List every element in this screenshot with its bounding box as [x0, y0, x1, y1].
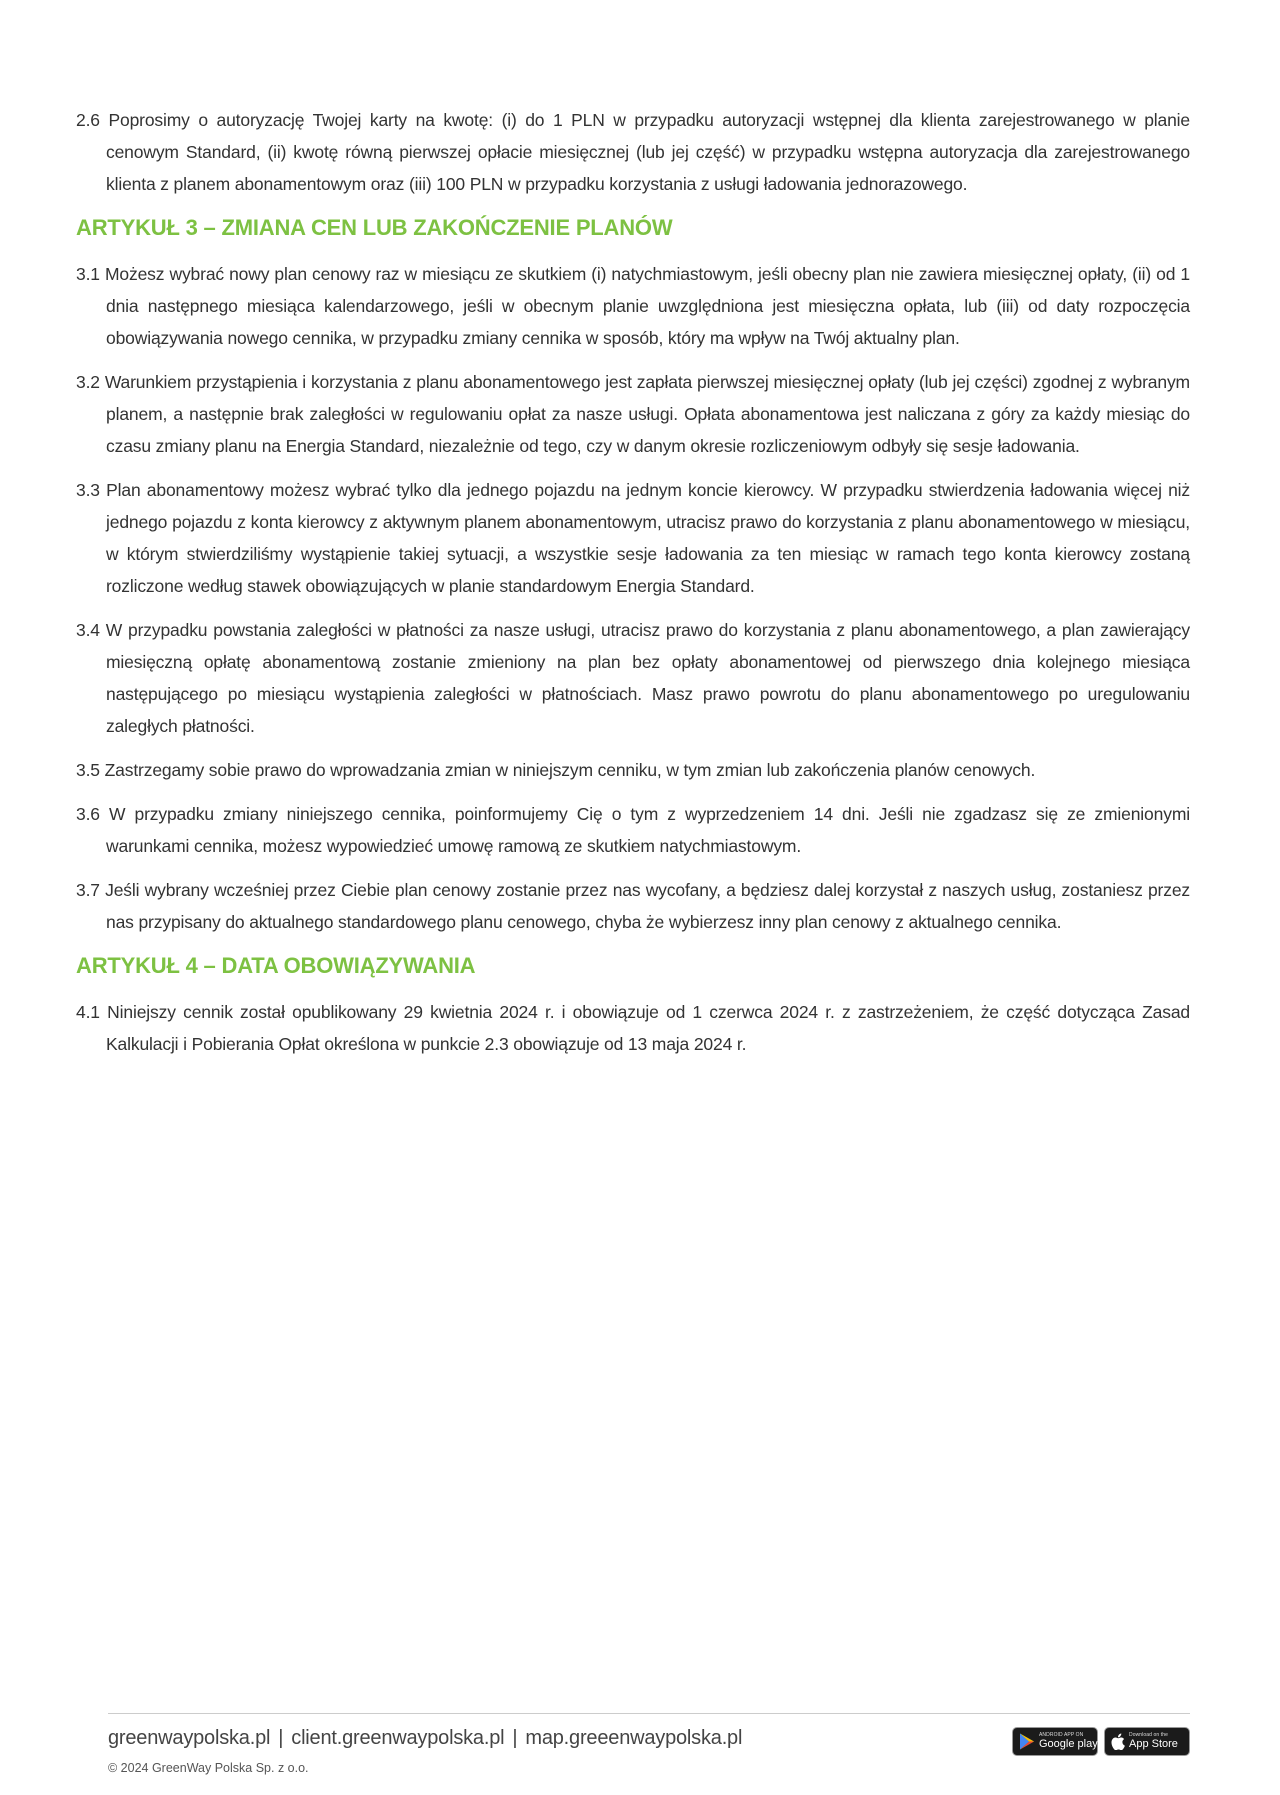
app-store-badge[interactable]: [1104, 1727, 1190, 1756]
footer-link-map[interactable]: map.greeenwaypolska.pl: [525, 1727, 743, 1749]
copyright-text: © 2024 GreenWay Polska Sp. z o.o.: [108, 1761, 309, 1775]
footer-link-greenwaypolska[interactable]: greenwaypolska.pl: [108, 1727, 271, 1749]
paragraph-3-5: [76, 754, 1190, 786]
app-badges: [1012, 1727, 1190, 1756]
paragraph-text: Niniejszy cennik został opublikowany 29 kwietnia 2024 r. i obowiązuje od 1 czerwca 2024 r. z zastrzeżeniem, że część dotycząca Zasad Kalkulacji i Pobierania Opłat określona w punkcie 2.3 obowiązuje od 13 maja 2024 r.: [106, 1002, 1190, 1054]
article-4-heading: ARTYKUŁ 4 – DATA OBOWIĄZYWANIA: [76, 953, 476, 978]
footer-separator: |: [512, 1727, 518, 1749]
paragraph-4-1: [76, 996, 1190, 1060]
paragraph-3-2: [76, 366, 1190, 462]
paragraph-text: Zastrzegamy sobie prawo do wprowadzania zmian w niniejszym cenniku, w tym zmian lub zakończenia planów cenowych.: [104, 760, 1036, 780]
paragraph-number: 4.1: [76, 1002, 100, 1022]
paragraph-number: 3.7: [76, 880, 100, 900]
footer-link-client[interactable]: client.greenwaypolska.pl: [291, 1727, 505, 1749]
paragraph-number: 3.4: [76, 620, 100, 640]
paragraph-3-6: [76, 798, 1190, 862]
footer-separator: |: [278, 1727, 284, 1749]
paragraph-number: 2.6: [76, 110, 100, 130]
article-3-heading: ARTYKUŁ 3 – ZMIANA CEN LUB ZAKOŃCZENIE PLANÓW: [76, 215, 673, 240]
google-play-badge[interactable]: [1012, 1727, 1098, 1756]
app-store-small-text: Download on the: [1129, 1732, 1169, 1738]
footer-links: [108, 1727, 742, 1750]
footer-divider: [108, 1713, 1190, 1714]
paragraph-3-3: [76, 474, 1190, 602]
paragraph-text: Możesz wybrać nowy plan cenowy raz w miesiącu ze skutkiem (i) natychmiastowym, jeśli obecny plan nie zawiera miesięcznej opłaty, (ii) od 1 dnia następnego miesiąca kalendarzowego, jeśli w obecnym planie uwzględniona jest miesięczna opłata, lub (iii) od daty rozpoczęcia obowiązywania nowego cennika, w przypadku zmiany cennika w sposób, który ma wpływ na Twój aktualny plan.: [104, 264, 1190, 348]
paragraph-text: Warunkiem przystąpienia i korzystania z planu abonamentowego jest zapłata pierwszej miesięcznej opłaty (lub jej części) zgodnej z wybranym planem, a następnie brak zaległości w regulowaniu opłat za nasze usługi. Opłata abonamentowa jest naliczana z góry za każdy miesiąc do czasu zmiany planu na Energia Standard, niezależnie od tego, czy w danym okresie rozliczeniowym odbyły się sesje ładowania.: [104, 372, 1190, 456]
paragraph-text: Poprosimy o autoryzację Twojej karty na kwotę: (i) do 1 PLN w przypadku autoryzacji wstępnej dla klienta zarejestrowanego w planie cenowym Standard, (ii) kwotę równą pierwszej opłacie miesięcznej (lub jej część) w przypadku wstępna autoryzacja dla zarejestrowanego klienta z planem abonamentowym oraz (iii) 100 PLN w przypadku korzystania z usługi ładowania jednorazowego.: [106, 110, 1190, 194]
paragraph-text: W przypadku zmiany niniejszego cennika, poinformujemy Cię o tym z wyprzedzeniem 14 dni. Jeśli nie zgadzasz się ze zmienionymi warunkami cennika, możesz wypowiedzieć umowę ramową ze skutkiem natychmiastowym.: [106, 804, 1190, 856]
paragraph-number: 3.5: [76, 760, 100, 780]
paragraph-3-7: [76, 874, 1190, 938]
paragraph-3-4: [76, 614, 1190, 742]
paragraph-number: 3.3: [76, 480, 100, 500]
paragraph-number: 3.6: [76, 804, 100, 824]
paragraph-number: 3.1: [76, 264, 100, 284]
page-footer: [108, 1713, 1190, 1775]
paragraph-number: 3.2: [76, 372, 100, 392]
document-body: [76, 104, 1190, 1072]
play-icon: [1019, 1733, 1035, 1750]
google-play-label: Google play: [1039, 1738, 1098, 1750]
paragraph-2-6: [76, 104, 1190, 200]
apple-icon: [1111, 1733, 1125, 1750]
app-store-label: App Store: [1129, 1738, 1178, 1750]
paragraph-text: W przypadku powstania zaległości w płatności za nasze usługi, utracisz prawo do korzystania z planu abonamentowego, a plan zawierający miesięczną opłatę abonamentową zostanie zmieniony na plan bez opłaty abonamentowej od pierwszego dnia kolejnego miesiąca następującego po miesiącu wystąpienia zaległości w płatnościach. Masz prawo powrotu do planu abonamentowego po uregulowaniu zaległych płatności.: [105, 620, 1190, 736]
paragraph-text: Jeśli wybrany wcześniej przez Ciebie plan cenowy zostanie przez nas wycofany, a będziesz dalej korzystał z naszych usług, zostaniesz przez nas przypisany do aktualnego standardowego planu cenowego, chyba że wybierzesz inny plan cenowy z aktualnego cennika.: [105, 880, 1190, 932]
paragraph-3-1: [76, 258, 1190, 354]
google-play-small-text: ANDROID APP ON: [1039, 1732, 1084, 1738]
paragraph-text: Plan abonamentowy możesz wybrać tylko dla jednego pojazdu na jednym koncie kierowcy. W przypadku stwierdzenia ładowania więcej niż jednego pojazdu z konta kierowcy z aktywnym planem abonamentowym, utracisz prawo do korzystania z planu abonamentowego w miesiącu, w którym stwierdziliśmy wystąpienie takiej sytuacji, a wszystkie sesje ładowania za ten miesiąc w ramach tego konta kierowcy zostaną rozliczone według stawek obowiązujących w planie standardowym Energia Standard.: [106, 480, 1191, 596]
